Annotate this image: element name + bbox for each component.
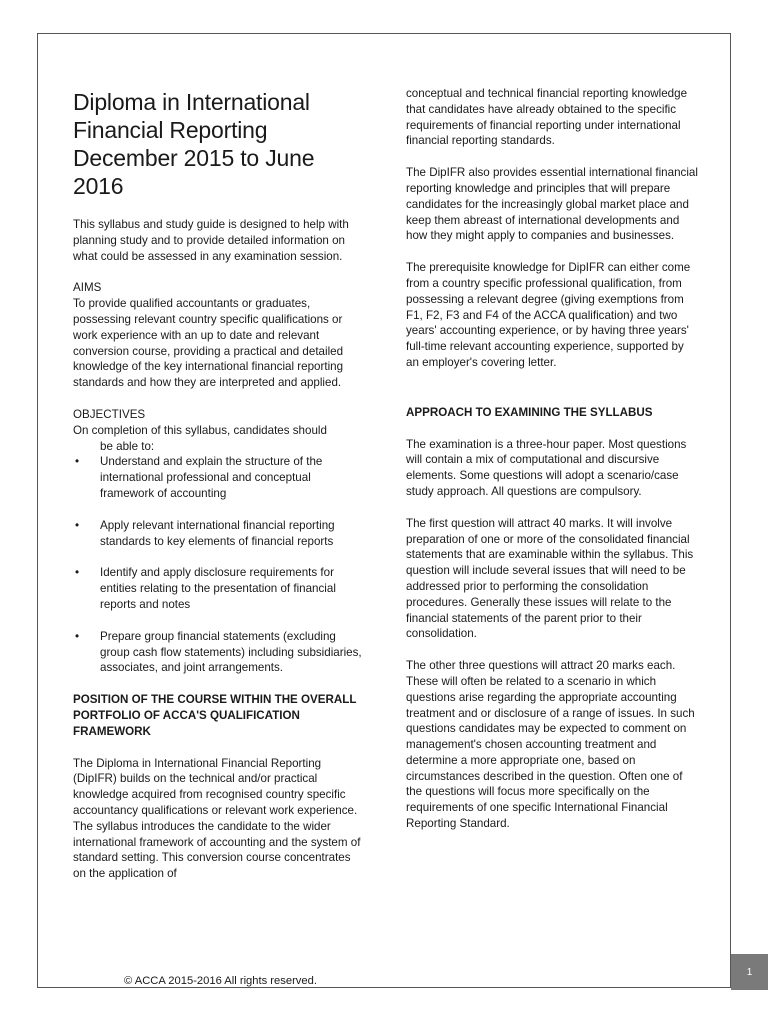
bullet-icon: • <box>75 566 80 580</box>
objectives-heading: OBJECTIVES <box>73 407 146 421</box>
objectives-lead: On completion of this syllabus, candidates should <box>73 423 327 437</box>
intro-paragraph: This syllabus and study guide is designed to help with planning study and to provide detailed information on what could be assessed in any examination session. <box>73 218 349 263</box>
position-paragraph-1-cont: conceptual and technical financial reporting knowledge that candidates have already obtained to the specific requirements of financial reporting under international financial reporting standards. <box>406 87 688 148</box>
approach-paragraph-1: The examination is a three-hour paper. Most questions will contain a mix of computational and discursive elements. Some questions will adopt a scenario/case study approach. All questions are compulsory. <box>406 437 687 498</box>
approach-paragraph-3: The other three questions will attract 20 marks each. These will often be related to a scenario in which questions arise regarding the appropriate accounting treatment and or disclosure of a range of issues. In such questions candidates may be expected to comment on management's chosen accounting treatment and determine a more appropriate one, based on circumstances described in the question. Often one of the questions will focus more specifically on the requirements of one specific International Financial Reporting Standard. <box>406 659 695 831</box>
page-number: 1 <box>731 954 768 990</box>
bullet-icon: • <box>75 518 80 532</box>
right-column <box>406 86 698 832</box>
objective-item: • Prepare group financial statements (excluding group cash flow statements) including subsidiaries, associates, and joint arrangements. <box>75 629 362 675</box>
aims-paragraph: To provide qualified accountants or graduates, possessing relevant country specific qualifications or work experience with an up to date and relevant conversion course, providing a practical and detailed knowledge of the key international financial reporting standards and how they are interpreted and applied. <box>73 297 344 390</box>
objective-item: • Identify and apply disclosure requirements for entities relating to the presentation of financial reports and notes <box>75 566 336 611</box>
document-title: Diploma in International Financial Reporting December 2015 to June 2016 <box>73 89 315 199</box>
approach-paragraph-2: The first question will attract 40 marks. It will involve preparation of one or more of the consolidated financial statements that are examinable within the syllabus. This question will include several issues that will need to be addressed prior to performing the consolidation procedures. Generally these issues will relate to the financial statements of the parent prior to their consolidation. <box>406 516 694 641</box>
objectives-lead-cont: be able to: <box>100 439 155 453</box>
approach-heading: APPROACH TO EXAMINING THE SYLLABUS <box>406 405 653 419</box>
objectives-list <box>73 454 365 676</box>
bullet-icon: • <box>75 455 80 469</box>
position-paragraph-1: The Diploma in International Financial Reporting (DipIFR) builds on the technical and/or practical knowledge acquired from recognised country specific accountancy qualifications or relevant work experience. The syllabus introduces the candidate to the wider international framework of accounting and the system of standard setting. This conversion course concentrates on the application of <box>73 756 361 881</box>
bullet-icon: • <box>75 629 80 643</box>
position-paragraph-3: The prerequisite knowledge for DipIFR can either come from a country specific professional qualification, from possessing a relevant degree (giving exemptions from F1, F2, F3 and F4 of the ACCA qualification) and two years' accounting experience, or by having three years' full-time relevant accounting experience, supported by an employer's covering letter. <box>406 261 691 369</box>
position-heading: POSITION OF THE COURSE WITHIN THE OVERALL PORTFOLIO OF ACCA'S QUALIFICATION FRAMEWORK <box>73 693 357 738</box>
left-column <box>73 88 365 882</box>
copyright-footer: © ACCA 2015-2016 All rights reserved. <box>124 975 317 987</box>
objective-item: • Apply relevant international financial reporting standards to key elements of financial reports <box>75 518 335 548</box>
objective-item: • Understand and explain the structure of the international professional and conceptual framework of accounting <box>75 455 323 500</box>
position-paragraph-2: The DipIFR also provides essential international financial reporting knowledge and principles that will prepare candidates for the increasingly global market place and keep them abreast of international developments and how they might apply to companies and businesses. <box>406 166 698 243</box>
aims-heading: AIMS <box>73 281 102 295</box>
